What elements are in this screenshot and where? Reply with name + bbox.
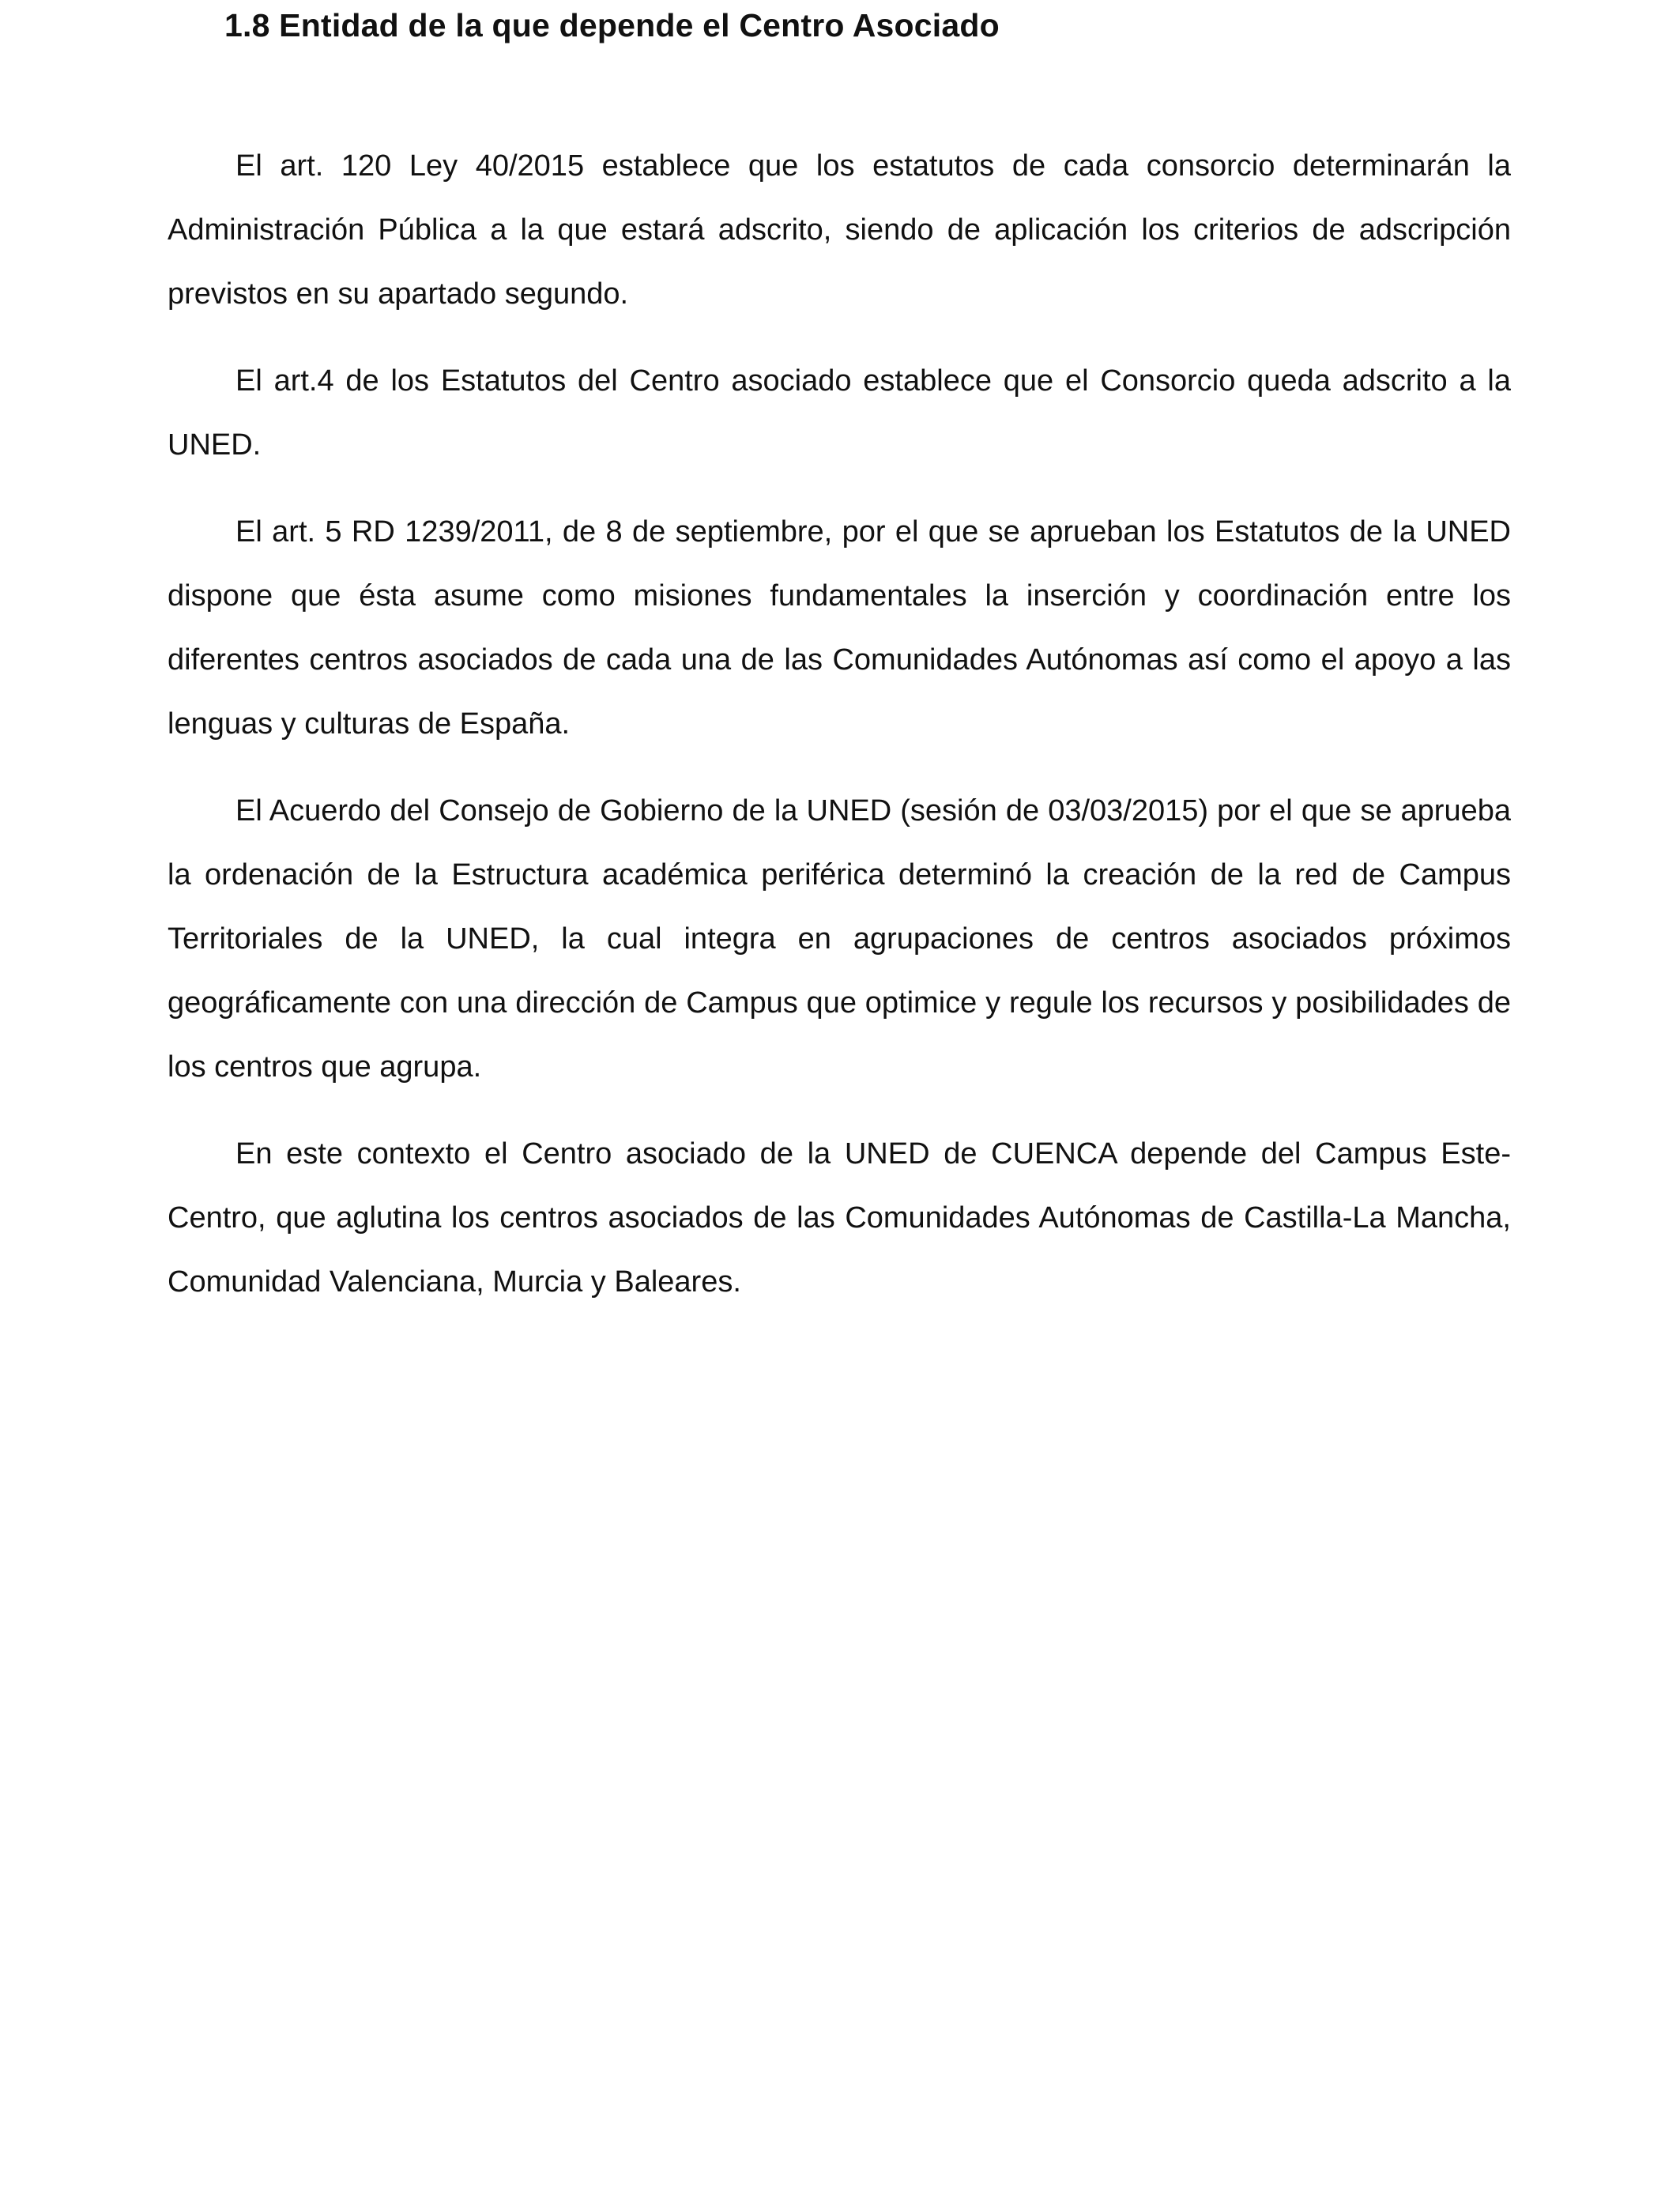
section-heading: 1.8 Entidad de la que depende el Centro Asociado [224, 7, 1000, 43]
document-body [168, 134, 1511, 1337]
paragraph-campus-este-centro: En este contexto el Centro asociado de la UNED de CUENCA depende del Campus Este-Centro, que aglutina los centros asociados de las Comunidades Autónomas de Castilla-La Mancha, Comunidad Valenciana, Murcia y Baleares. [168, 1137, 1511, 1299]
paragraph-consejo-gobierno: El Acuerdo del Consejo de Gobierno de la UNED (sesión de 03/03/2015) por el que se aprueba la ordenación de la Estructura académica periférica determinó la creación de la red de Campus Territoriales de la UNED, la cual integra en agrupaciones de centros asociados próximos geográficamente con una dirección de Campus que optimice y regule los recursos y posibilidades de los centros que agrupa. [168, 794, 1511, 1084]
paragraph-statutes-art4: El art.4 de los Estatutos del Centro asociado establece que el Consorcio queda adscrito a la UNED. [168, 364, 1511, 462]
paragraph-adscription-law: El art. 120 Ley 40/2015 establece que los estatutos de cada consorcio determinarán la Administración Pública a la que estará adscrito, siendo de aplicación los criterios de adscripción previstos en su apartado segundo. [168, 149, 1511, 311]
paragraph-rd-1239-2011: El art. 5 RD 1239/2011, de 8 de septiembre, por el que se aprueban los Estatutos de la UNED dispone que ésta asume como misiones fundamentales la inserción y coordinación entre los diferentes centros asociados de cada una de las Comunidades Autónomas así como el apoyo a las lenguas y culturas de España. [168, 515, 1511, 741]
